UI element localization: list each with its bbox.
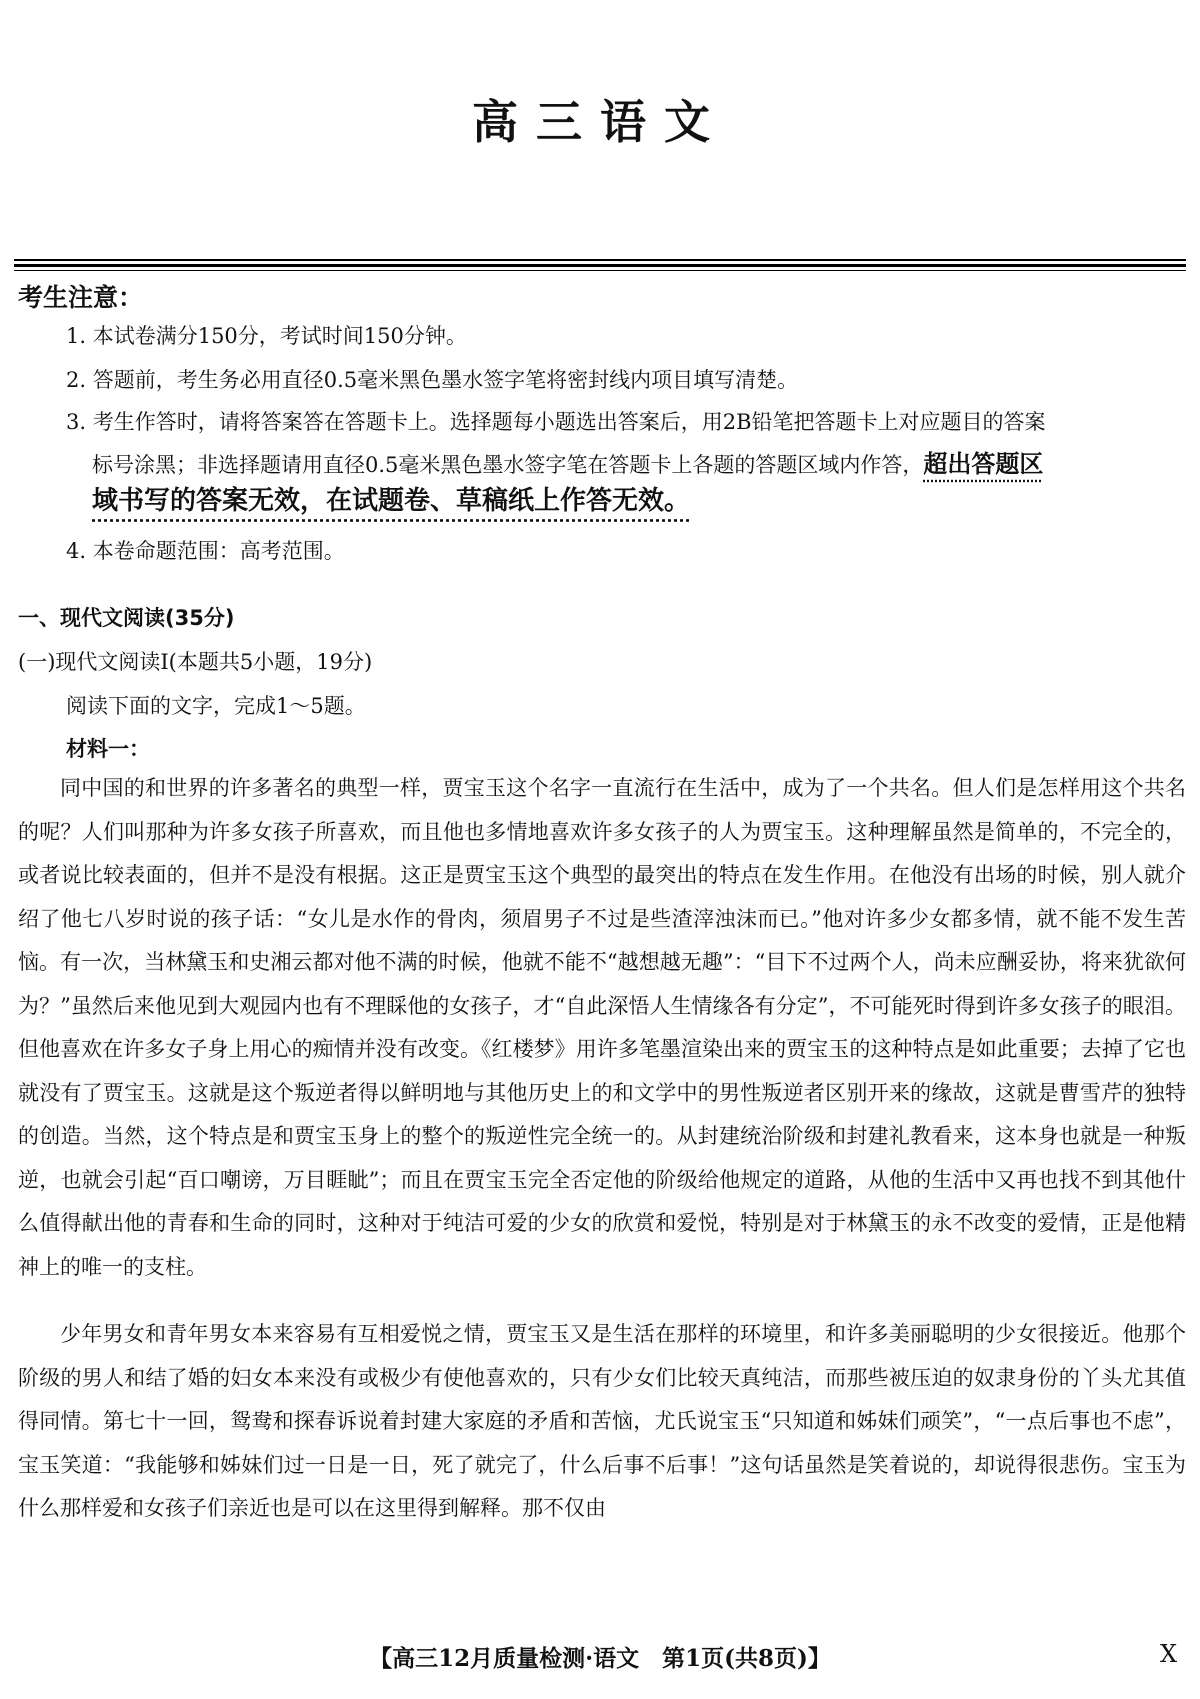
notice-item-3-text: 标号涂黑；非选择题请用直径0.5毫米黑色墨水签字笔在答题卡上各题的答题区域内作答， bbox=[92, 453, 924, 477]
subsection-heading: (一)现代文阅读Ⅰ(本题共5小题，19分) bbox=[18, 650, 373, 674]
paragraph-1: 同中国的和世界的许多著名的典型一样，贾宝玉这个名字一直流行在生活中，成为了一个共名。但人们是怎样用这个共名的呢？人们叫那种为许多女孩子所喜欢，而且他也多情地喜欢许多女孩子的人为贾宝玉。这种理解虽然是简单的，不完全的，或者说比较表面的，但并不是没有根据。这正是贾宝玉这个典型的最突出的特点在发生作用。在他没有出场的时候，别人就介绍了他七八岁时说的孩子话：“女儿是水作的骨肉，须眉男子不过是些渣滓浊沫而已。”他对许多少女都多情，就不能不发生苦恼。有一次，当林黛玉和史湘云都对他不满的时候，他就不能不“越想越无趣”：“目下不过两个人，尚未应酬妥协，将来犹欲何为？”虽然后来他见到大观园内也有不理睬他的女孩子，才“自此深悟人生情缘各有分定”，不可能死时得到许多女孩子的眼泪。但他喜欢在许多女子身上用心的痴情并没有改变。《红楼梦》用许多笔墨渲染出来的贾宝玉的这种特点是如此重要；去掉了它也就没有了贾宝玉。这就是这个叛逆者得以鲜明地与其他历史上的和文学中的男性叛逆者区别开来的缘故，这就是曹雪芹的独特的创造。当然，这个特点是和贾宝玉身上的整个的叛逆性完全统一的。从封建统治阶级和封建礼教看来，这本身也就是一种叛逆，也就会引起“百口嘲谤，万目睚眦”；而且在贾宝玉完全否定他的阶级给他规定的道路，从他的生活中又再也找不到其他什么值得献出他的青春和生命的同时，这种对于纯洁可爱的少女的欣赏和爱悦，特别是对于林黛玉的永不改变的爱情，正是他精神上的唯一的支柱。 bbox=[18, 776, 1186, 1279]
notice-item-3-line-1: 3. 考生作答时，请将答案答在答题卡上。选择题每小题选出答案后，用2B铅笔把答题卡上对应题目的答案 bbox=[66, 410, 1046, 434]
paragraph-2: 少年男女和青年男女本来容易有互相爱悦之情，贾宝玉又是生活在那样的环境里，和许多美丽聪明的少女很接近。他那个阶级的男人和结了婚的妇女本来没有或极少有使他喜欢的，只有少女们比较天真纯洁，而那些被压迫的奴隶身份的丫头尤其值得同情。第七十一回，鸳鸯和探春诉说着封建大家庭的矛盾和苦恼，尤氏说宝玉“只知道和姊妹们顽笑”，“一点后事也不虑”，宝玉笑道：“我能够和姊妹们过一日是一日，死了就完了，什么后事不后事！”这句话虽然是笑着说的，却说得很悲伤。宝玉为什么那样爱和女孩子们亲近也是可以在这里得到解释。那不仅由 bbox=[18, 1322, 1186, 1520]
header-rule-bottom bbox=[14, 270, 1186, 271]
notice-heading: 考生注意： bbox=[18, 283, 144, 312]
material-label: 材料一： bbox=[66, 737, 150, 761]
page-footer: 【高三12月质量检测·语文 第1页(共8页)】 bbox=[369, 1645, 831, 1672]
notice-item-3-line-2 bbox=[92, 452, 1043, 476]
notice-item-3-emphasis-line: 域书写的答案无效，在试题卷、草稿纸上作答无效。 bbox=[92, 486, 691, 516]
notice-item-3-line-3 bbox=[92, 488, 690, 514]
header-rule-middle bbox=[14, 264, 1186, 267]
notice-item-1: 1. 本试卷满分150分，考试时间150分钟。 bbox=[66, 324, 467, 348]
section-heading: 一、现代文阅读(35分) bbox=[18, 606, 235, 630]
notice-item-4: 4. 本卷命题范围：高考范围。 bbox=[66, 539, 345, 563]
notice-item-2: 2. 答题前，考生务必用直径0.5毫米黑色墨水签字笔将密封线内项目填写清楚。 bbox=[66, 368, 799, 392]
footer-mark: X bbox=[1160, 1640, 1178, 1668]
reading-instruction: 阅读下面的文字，完成1～5题。 bbox=[66, 694, 366, 718]
page-title: 高三语文 bbox=[472, 95, 728, 149]
header-rule-top bbox=[14, 259, 1186, 261]
notice-item-3-emphasis: 超出答题区 bbox=[923, 450, 1044, 478]
